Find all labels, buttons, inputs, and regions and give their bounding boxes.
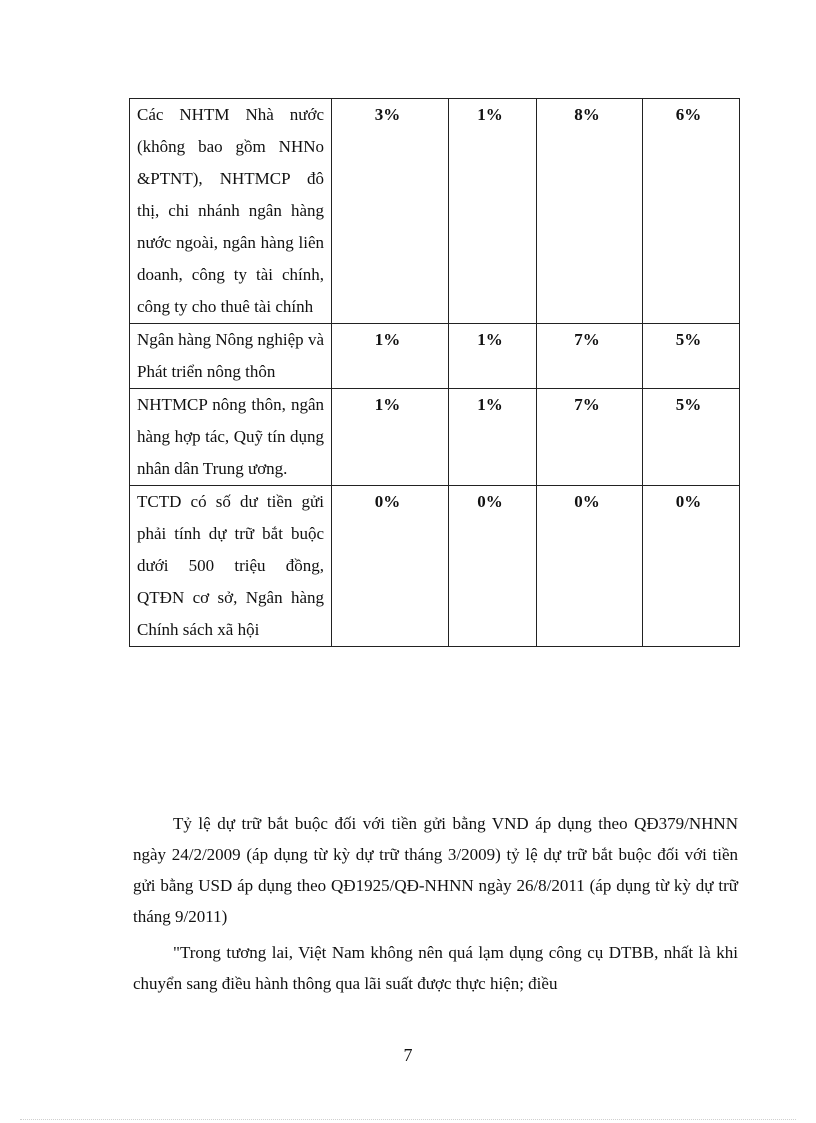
row-label: TCTD có số dư tiền gửi phải tính dự trữ bắt buộc dưới 500 triệu đồng, QTĐN cơ sở, Ngân hàng Chính sách xã hội xyxy=(130,486,332,647)
page-number: 7 xyxy=(403,1045,413,1065)
reserve-ratio-table xyxy=(129,98,740,647)
table-row xyxy=(130,486,740,647)
rate-cell: 1% xyxy=(449,389,537,486)
rate-cell: 7% xyxy=(537,324,643,389)
rate-cell: 3% xyxy=(332,99,449,324)
body-paragraph: Tỷ lệ dự trữ bắt buộc đối với tiền gửi bằng VND áp dụng theo QĐ379/NHNN ngày 24/2/2009 (áp dụng từ kỳ dự trữ tháng 3/2009) tỷ lệ dự trữ bắt buộc đối với tiền gửi bằng USD áp dụng theo QĐ1925/QĐ-NHNN ngày 26/8/2011 (áp dụng từ kỳ dự trữ tháng 9/2011) xyxy=(133,814,738,926)
rate-cell: 0% xyxy=(537,486,643,647)
table-row xyxy=(130,324,740,389)
rate-cell: 0% xyxy=(332,486,449,647)
rate-cell: 7% xyxy=(537,389,643,486)
rate-cell: 1% xyxy=(449,324,537,389)
page-bottom-divider xyxy=(20,1119,796,1120)
rate-cell: 5% xyxy=(643,324,740,389)
rate-cell: 1% xyxy=(449,99,537,324)
rate-cell: 1% xyxy=(332,324,449,389)
rate-cell: 0% xyxy=(449,486,537,647)
rate-cell: 1% xyxy=(332,389,449,486)
row-label: Ngân hàng Nông nghiệp và Phát triển nông thôn xyxy=(130,324,332,389)
rate-cell: 0% xyxy=(643,486,740,647)
rate-cell: 5% xyxy=(643,389,740,486)
table-row xyxy=(130,389,740,486)
row-label: NHTMCP nông thôn, ngân hàng hợp tác, Quỹ tín dụng nhân dân Trung ương. xyxy=(130,389,332,486)
row-label: Các NHTM Nhà nước (không bao gồm NHNo &PTNT), NHTMCP đô thị, chi nhánh ngân hàng nước ngoài, ngân hàng liên doanh, công ty tài chính, công ty cho thuê tài chính xyxy=(130,99,332,324)
rate-cell: 8% xyxy=(537,99,643,324)
table-row xyxy=(130,99,740,324)
body-paragraph: "Trong tương lai, Việt Nam không nên quá lạm dụng công cụ DTBB, nhất là khi chuyển sang điều hành thông qua lãi suất được thực hiện; điều xyxy=(133,943,738,993)
rate-cell: 6% xyxy=(643,99,740,324)
